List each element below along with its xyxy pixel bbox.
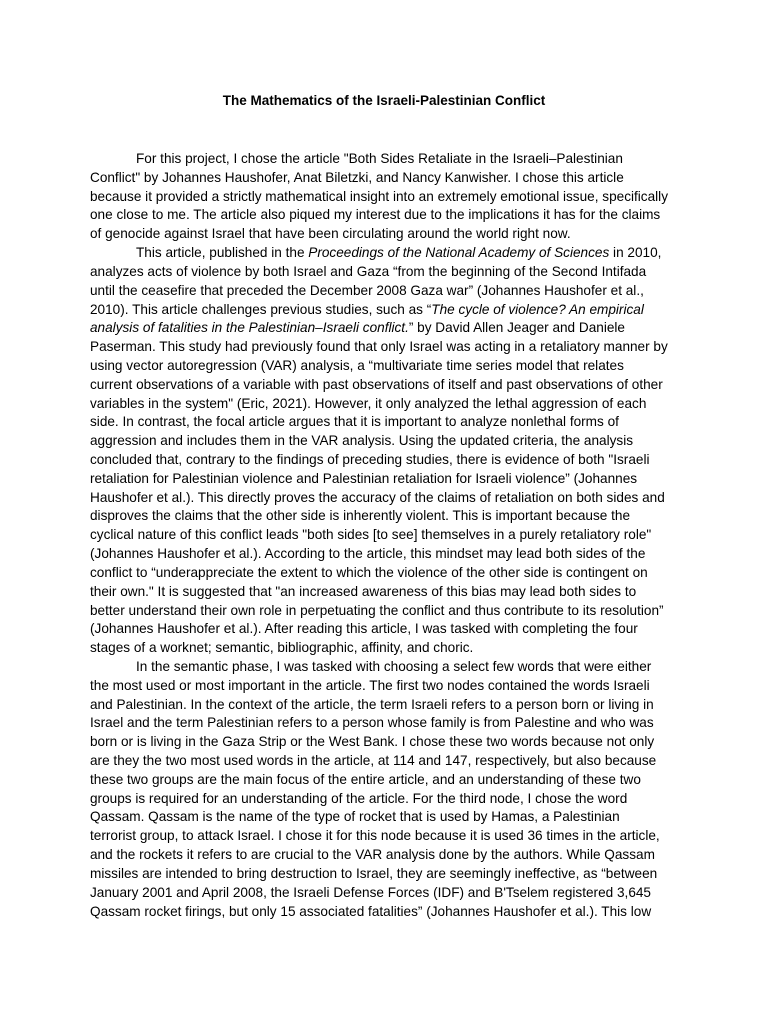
text-line [90,620,690,639]
text-span: and the rockets it refers to are crucial to the VAR analysis done by the authors. While Qassam [90,847,655,863]
text-line [90,583,690,602]
text-span: in 2010, [609,245,662,261]
text-span: January 2001 and April 2008, the Israeli Defense Forces (IDF) and B'Tselem registered 3,645 [90,884,651,900]
text-span: better understand their own role in perpetuating the conflict and thus contribute to its resolution” [90,602,664,618]
text-span: conflict to “underappreciate the extent to which the violence of the other side is contingent on [90,564,648,580]
text-line [90,677,690,696]
text-line [90,301,690,320]
text-line [90,188,690,207]
text-line [90,526,690,545]
text-span: disproves the claims that the other side is inherently violent. This is important because the [90,508,630,524]
text-line [90,451,690,470]
text-line [90,639,690,658]
text-line [90,470,690,489]
text-line [90,432,690,451]
italic-text: Proceedings of the National Academy of Sciences [308,245,610,261]
text-line [90,545,690,564]
text-line [90,696,690,715]
document-title: The Mathematics of the Israeli-Palestinian Conflict [222,93,546,108]
text-line [90,244,690,263]
text-span: For this project, I chose the article "Both Sides Retaliate in the Israeli–Palestinian [136,151,623,166]
text-span: side. In contrast, the focal article argues that it is important to analyze nonlethal forms of [90,414,619,430]
text-span: Israel and the term Palestinian refers to a person whose family is from Palestine and who was [90,715,654,731]
text-line [90,733,690,752]
text-span: aggression and includes them in the VAR analysis. Using the updated criteria, the analysis [90,433,634,449]
text-line [90,865,690,884]
text-span: (Johannes Haushofer et al.). According to the article, this mindset may lead both sides of the [90,546,646,562]
text-span: analyzes acts of violence by both Israel and Gaza “from the beginning of the Second Intifada [90,263,647,279]
text-span: their own." It is suggested that "an increased awareness of this bias may lead both sides to [90,583,637,599]
text-line [90,263,690,282]
text-span: until the ceasefire that preceded the December 2008 Gaza war” (Johannes Haushofer et al., [90,282,644,298]
text-line [90,489,690,508]
text-span: of genocide against Israel that have been circulating around the world right now. [90,226,571,242]
text-span: groups is required for an understanding of the article. For the third node, I chose the word [90,790,628,806]
text-span: 2010). This article challenges previous studies, such as “ [90,301,432,317]
text-span: these two groups are the main focus of the entire article, and an understanding of these two [90,771,641,787]
text-line [90,714,690,733]
text-span: current observations of a variable with past observations of itself and past observations of other [90,376,663,392]
text-span: In the semantic phase, I was tasked with choosing a select few words that were either [136,658,652,674]
text-line [90,884,690,903]
text-span: (Johannes Haushofer et al.). After reading this article, I was tasked with completing the four [90,621,638,637]
text-line [90,282,690,301]
text-span: concluded that, contrary to the findings of preceding studies, there is evidence of both "Israeli [90,452,650,467]
text-span: are they the two most used words in the article, at 114 and 147, respectively, but also because [90,753,657,768]
italic-text: analysis of fatalities in the Palestinian–Israeli conflict. [90,320,409,336]
text-line [90,827,690,846]
text-line [90,808,690,827]
text-line [90,338,690,357]
text-span: missiles are intended to bring destruction to Israel, they are seemingly ineffective, as “between [90,865,658,881]
text-span: variables in the system" (Eric, 2021). However, it only analyzed the lethal aggression of each [90,395,647,411]
text-span: Qassam. Qassam is the name of the type of rocket that is used by Hamas, a Palestinian [90,809,620,825]
text-line [90,169,690,188]
text-line [90,564,690,583]
text-line [90,602,690,621]
text-span: and Palestinian. In the context of the article, the term Israeli refers to a person born or living in [90,696,654,712]
text-span: born or is living in the Gaza Strip or the West Bank. I chose these two words because not only [90,734,655,750]
document-body [90,150,690,921]
text-span: using vector autoregression (VAR) analysis, a “multivariate time series model that relates [90,357,624,373]
text-line [90,846,690,865]
text-span: one close to me. The article also piqued my interest due to the implications it has for the claims [90,207,661,223]
text-line [90,752,690,771]
text-span: terrorist group, to attack Israel. I chose it for this node because it is used 36 times in the article, [90,828,660,844]
text-line [90,225,690,244]
text-line [90,150,690,169]
text-line [90,206,690,225]
text-span: cyclical nature of this conflict leads "both sides [to see] themselves in a purely retaliatory role" [90,527,652,543]
text-line [90,376,690,395]
italic-text: The cycle of violence? An empirical [431,301,644,317]
text-line [90,413,690,432]
text-span: Haushofer et al.). This directly proves the accuracy of the claims of retaliation on both sides and [90,489,665,505]
text-span: ” by David Allen Jeager and Daniele [408,320,625,336]
text-line [90,903,690,922]
text-line [90,771,690,790]
text-line [90,790,690,809]
text-span: retaliation for Palestinian violence and Palestinian retaliation for Israeli violence” (Johannes [90,470,638,486]
text-line [90,395,690,414]
text-span: because it provided a strictly mathematical insight into an extremely emotional issue, specifically [90,188,668,204]
text-span: Qassam rocket firings, but only 15 associated fatalities” (Johannes Haushofer et al.). This low [90,903,652,919]
text-span: Paserman. This study had previously found that only Israel was acting in a retaliatory manner by [90,339,668,355]
text-span: This article, published in the [136,245,309,261]
text-span: Conflict" by Johannes Haushofer, Anat Biletzki, and Nancy Kanwisher. I chose this article [90,169,624,185]
text-line [90,357,690,376]
text-span: stages of a worknet; semantic, bibliographic, affinity, and choric. [90,640,474,656]
text-line [90,319,690,338]
text-line [90,507,690,526]
text-span: the most used or most important in the article. The first two nodes contained the words Israeli [90,677,650,693]
text-line [90,658,690,677]
